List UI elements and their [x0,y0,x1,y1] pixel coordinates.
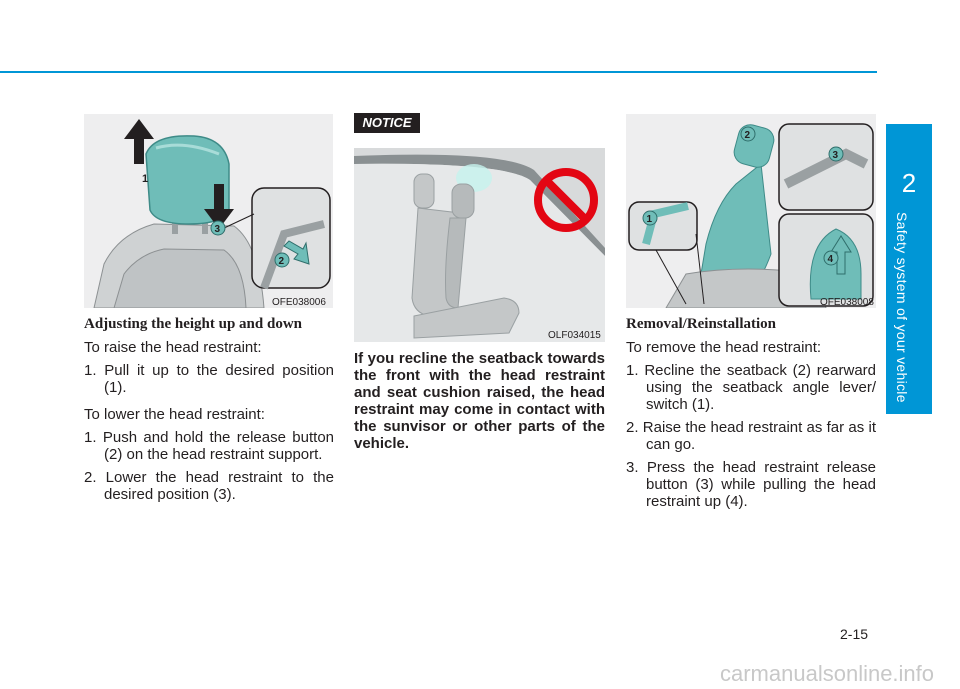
section-heading: Adjusting the height up and down [84,316,302,332]
callout-2: 2 [278,256,285,267]
chapter-tab [886,124,932,414]
callout-1: 1 [142,173,149,185]
figure-headrest-removal [626,114,876,308]
figure-code-right: OFE038008 [820,297,874,308]
raise-step: 1. Pull it up to the desired position (1). [84,362,334,396]
notice-label: NOTICE [354,113,420,133]
right-column [626,316,876,516]
chapter-number: 2 [901,168,917,198]
notice-text: If you recline the seatback towards the front with the head restraint and seat cushion raised, the head restraint may come in contact with the sunvisor or other parts of the vehicle. [354,350,605,452]
page-number: 2-15 [840,626,869,642]
lower-step: 1. Push and hold the release button (2) on the head restraint support. [84,429,334,463]
left-column [84,316,334,509]
figure-code-middle: OLF034015 [548,330,601,341]
lower-step: 2. Lower the head restraint to the desired position (3). [84,469,334,503]
figure-headrest-height [84,114,333,308]
header-rule [0,71,877,73]
callout-2: 2 [744,130,751,141]
callout-3: 3 [214,224,221,235]
removal-step: 1. Recline the seatback (2) rearward using the seatback angle lever/ switch (1). [626,362,876,413]
middle-column [354,350,605,452]
section-heading: Removal/Reinstallation [626,316,776,332]
callout-3: 3 [832,150,839,161]
raise-intro: To raise the head restraint: [84,339,262,356]
removal-step: 2. Raise the head restraint as far as it can go. [626,419,876,453]
callout-1: 1 [646,214,653,225]
removal-step: 3. Press the head restraint release button (3) while pulling the head restraint up (4). [626,459,876,510]
lower-intro: To lower the head restraint: [84,406,265,423]
callout-4: 4 [827,254,834,265]
watermark: carmanualsonline.info [720,661,935,686]
figure-code-left: OFE038006 [272,297,326,308]
removal-intro: To remove the head restraint: [626,339,822,356]
figure-seat-recline [354,148,605,342]
chapter-title: Safety system of your vehicle [894,212,910,403]
